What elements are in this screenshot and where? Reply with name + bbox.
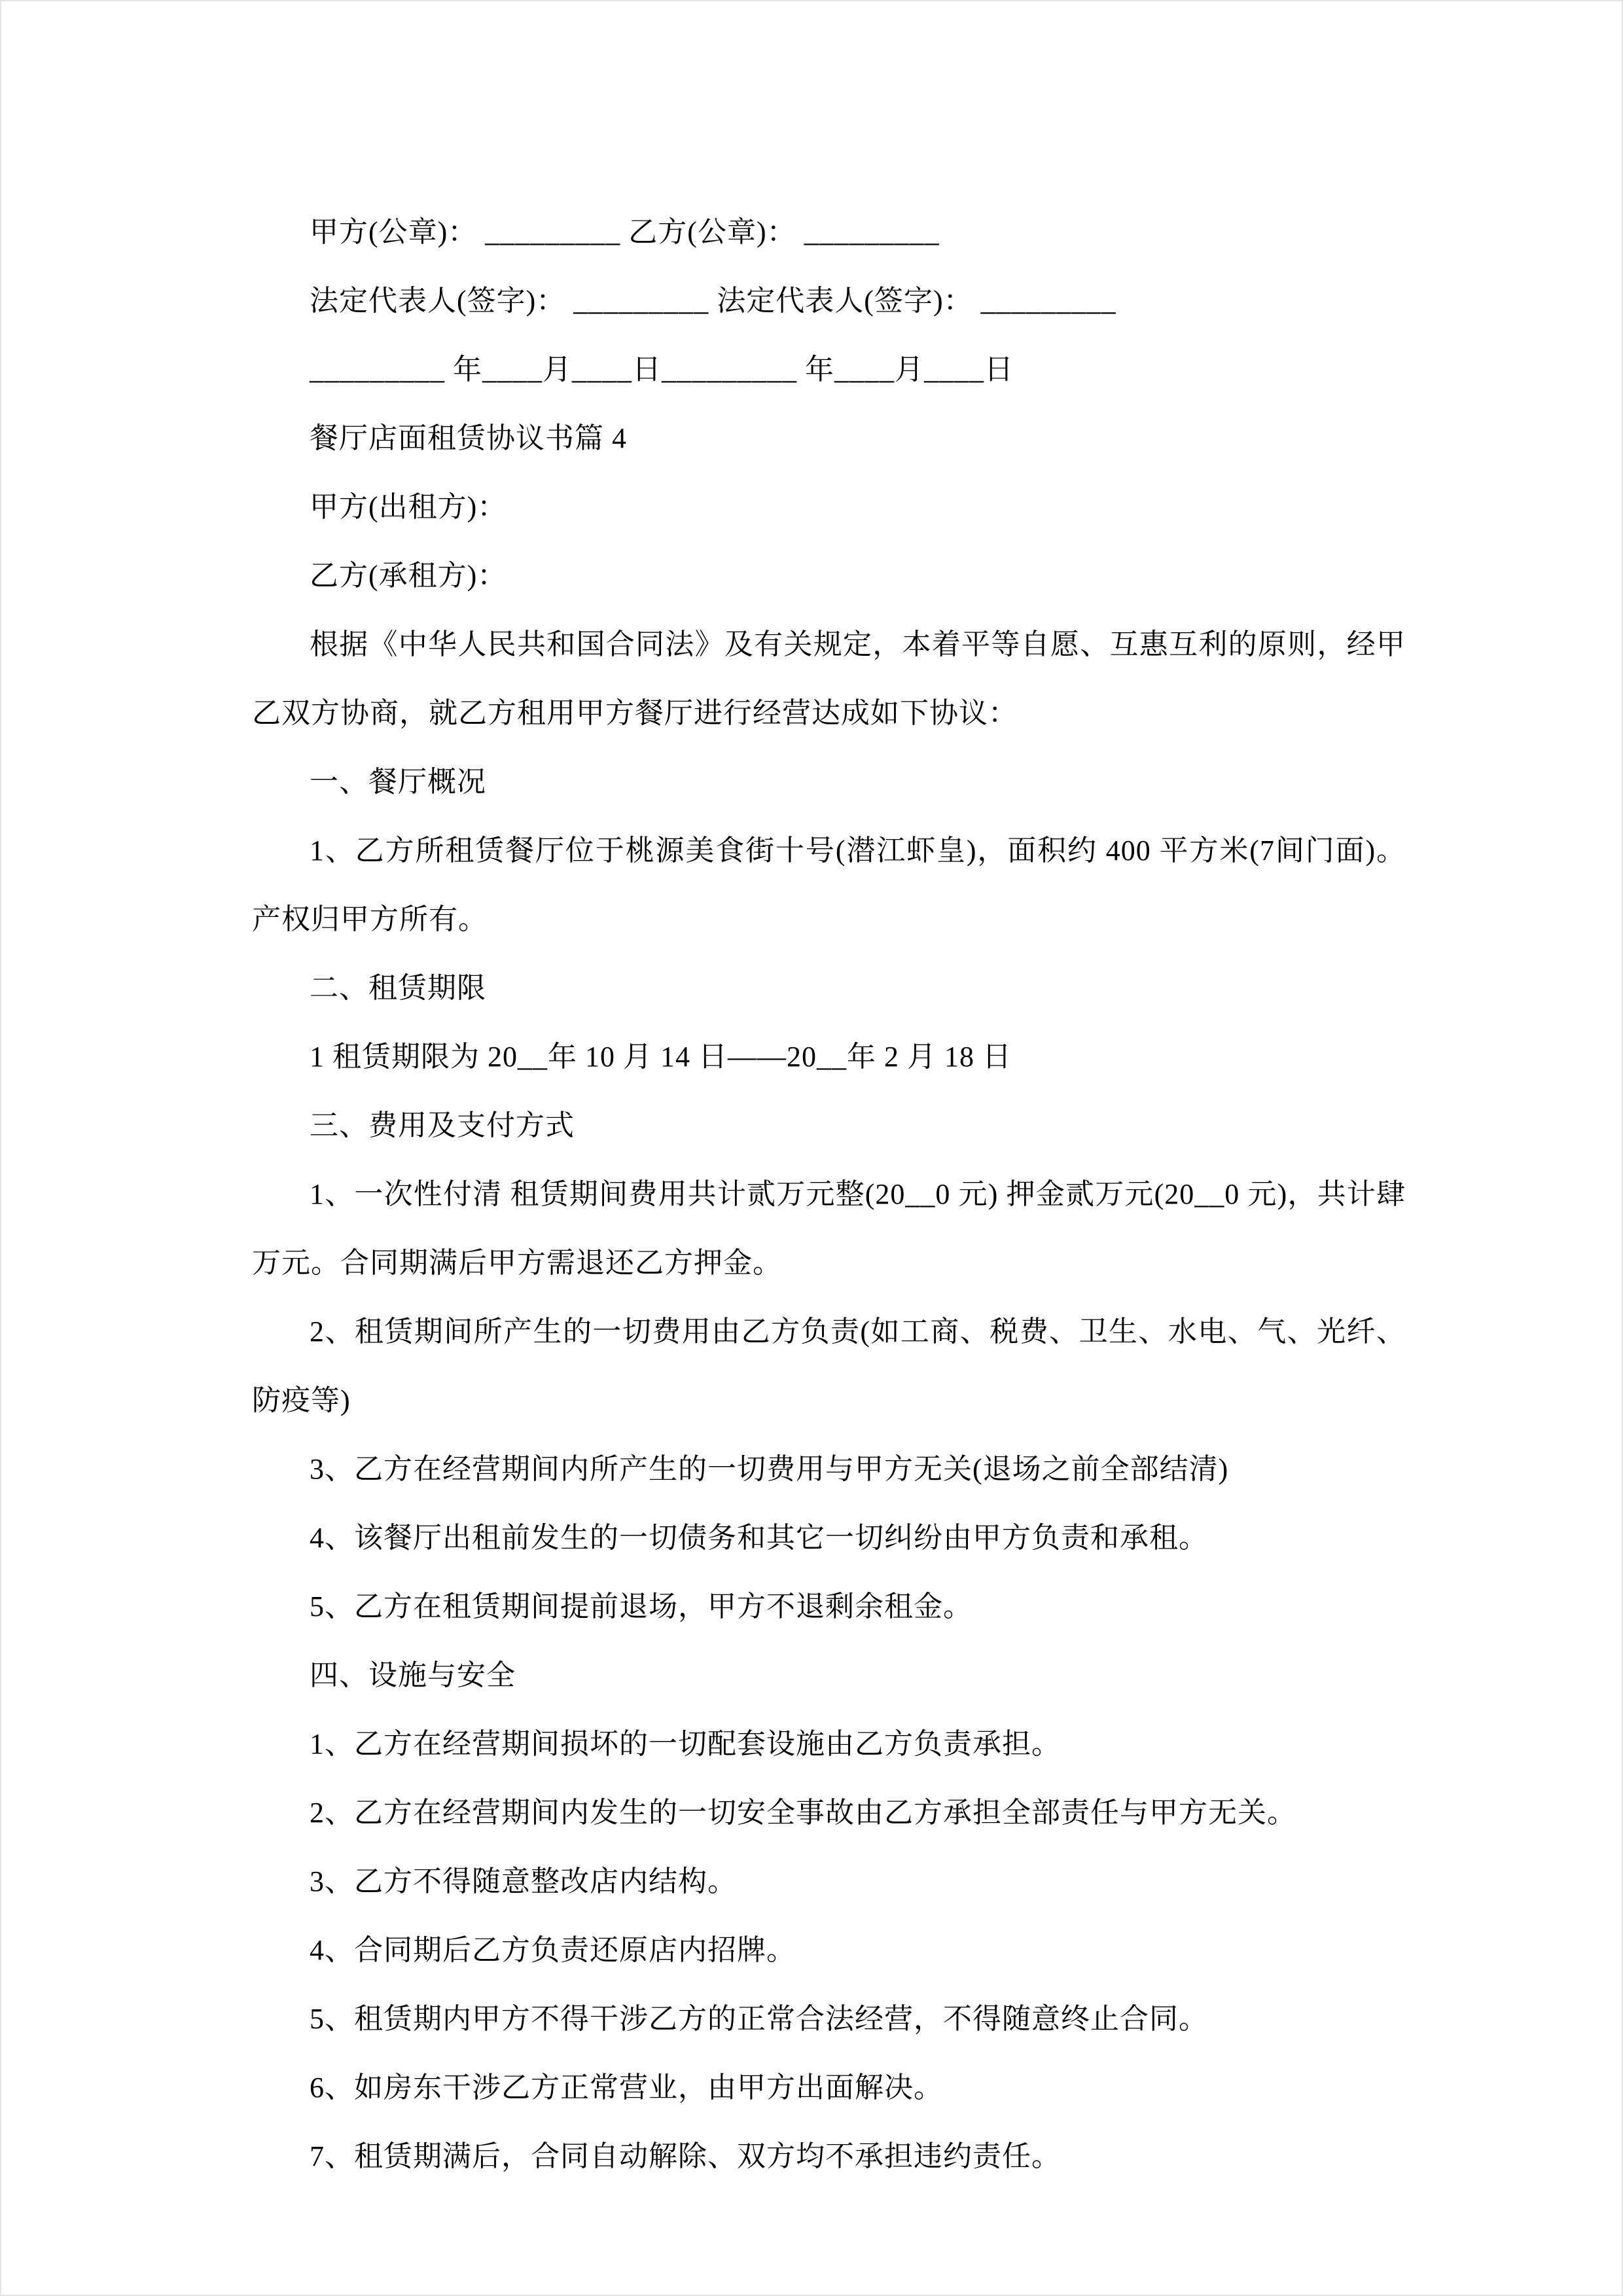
section-4-item-6: 6、如房东干涉乙方正常营业，由甲方出面解决。	[310, 2072, 943, 2104]
section-3-item-5: 5、乙方在租赁期间提前退场，甲方不退剩余租金。	[310, 1590, 972, 1623]
party-a-line: 甲方(出租方)：	[310, 491, 507, 523]
document-title: 餐厅店面租赁协议书篇 4	[310, 422, 627, 454]
section-3-item-2: 2、租赁期间所产生的一切费用由乙方负责(如工商、税费、卫生、水电、气、光纤、防疫等)	[252, 1316, 1406, 1416]
signature-line-legal-representative: 法定代表人(签字)： _________ 法定代表人(签字)： _________	[310, 285, 1116, 317]
date-line: _________ 年____月____日_________ 年____月____日	[310, 353, 1014, 386]
section-2-heading: 二、租赁期限	[310, 972, 486, 1004]
section-4-item-4: 4、合同期后乙方负责还原店内招牌。	[310, 1934, 796, 1966]
section-4-item-7: 7、租赁期满后，合同自动解除、双方均不承担违约责任。	[310, 2140, 1061, 2172]
section-3-heading: 三、费用及支付方式	[310, 1109, 575, 1141]
section-4-item-1: 1、乙方在经营期间损坏的一切配套设施由乙方负责承担。	[310, 1728, 1061, 1760]
signature-line-party-seal: 甲方(公章)： _________ 乙方(公章)： _________	[310, 216, 940, 248]
section-4-item-5: 5、租赁期内甲方不得干涉乙方的正常合法经营，不得随意终止合同。	[310, 2003, 1208, 2035]
section-4-heading: 四、设施与安全	[310, 1659, 516, 1691]
document-content	[1, 1, 1622, 2191]
section-1-item-1: 1、乙方所租赁餐厅位于桃源美食街十号(潜江虾皇)，面积约 400 平方米(7间门面)。产权归甲方所有。	[252, 834, 1406, 935]
section-4-item-2: 2、乙方在经营期间内发生的一切安全事故由乙方承担全部责任与甲方无关。	[310, 1797, 1296, 1829]
preamble-paragraph: 根据《中华人民共和国合同法》及有关规定，本着平等自愿、互惠互利的原则，经甲乙双方协商，就乙方租用甲方餐厅进行经营达成如下协议：	[252, 628, 1406, 729]
section-1-heading: 一、餐厅概况	[310, 766, 486, 798]
section-3-item-4: 4、该餐厅出租前发生的一切债务和其它一切纠纷由甲方负责和承租。	[310, 1522, 1208, 1554]
section-3-item-3: 3、乙方在经营期间内所产生的一切费用与甲方无关(退场之前全部结清)	[310, 1453, 1229, 1485]
section-4-item-3: 3、乙方不得随意整改店内结构。	[310, 1865, 737, 1897]
section-2-item-1: 1 租赁期限为 20__年 10 月 14 日——20__年 2 月 18 日	[310, 1041, 1012, 1073]
party-b-line: 乙方(承租方)：	[310, 560, 507, 592]
section-3-item-1: 1、一次性付清 租赁期间费用共计贰万元整(20__0 元) 押金贰万元(20__0 元)，共计肆万元。合同期满后甲方需退还乙方押金。	[252, 1178, 1406, 1279]
